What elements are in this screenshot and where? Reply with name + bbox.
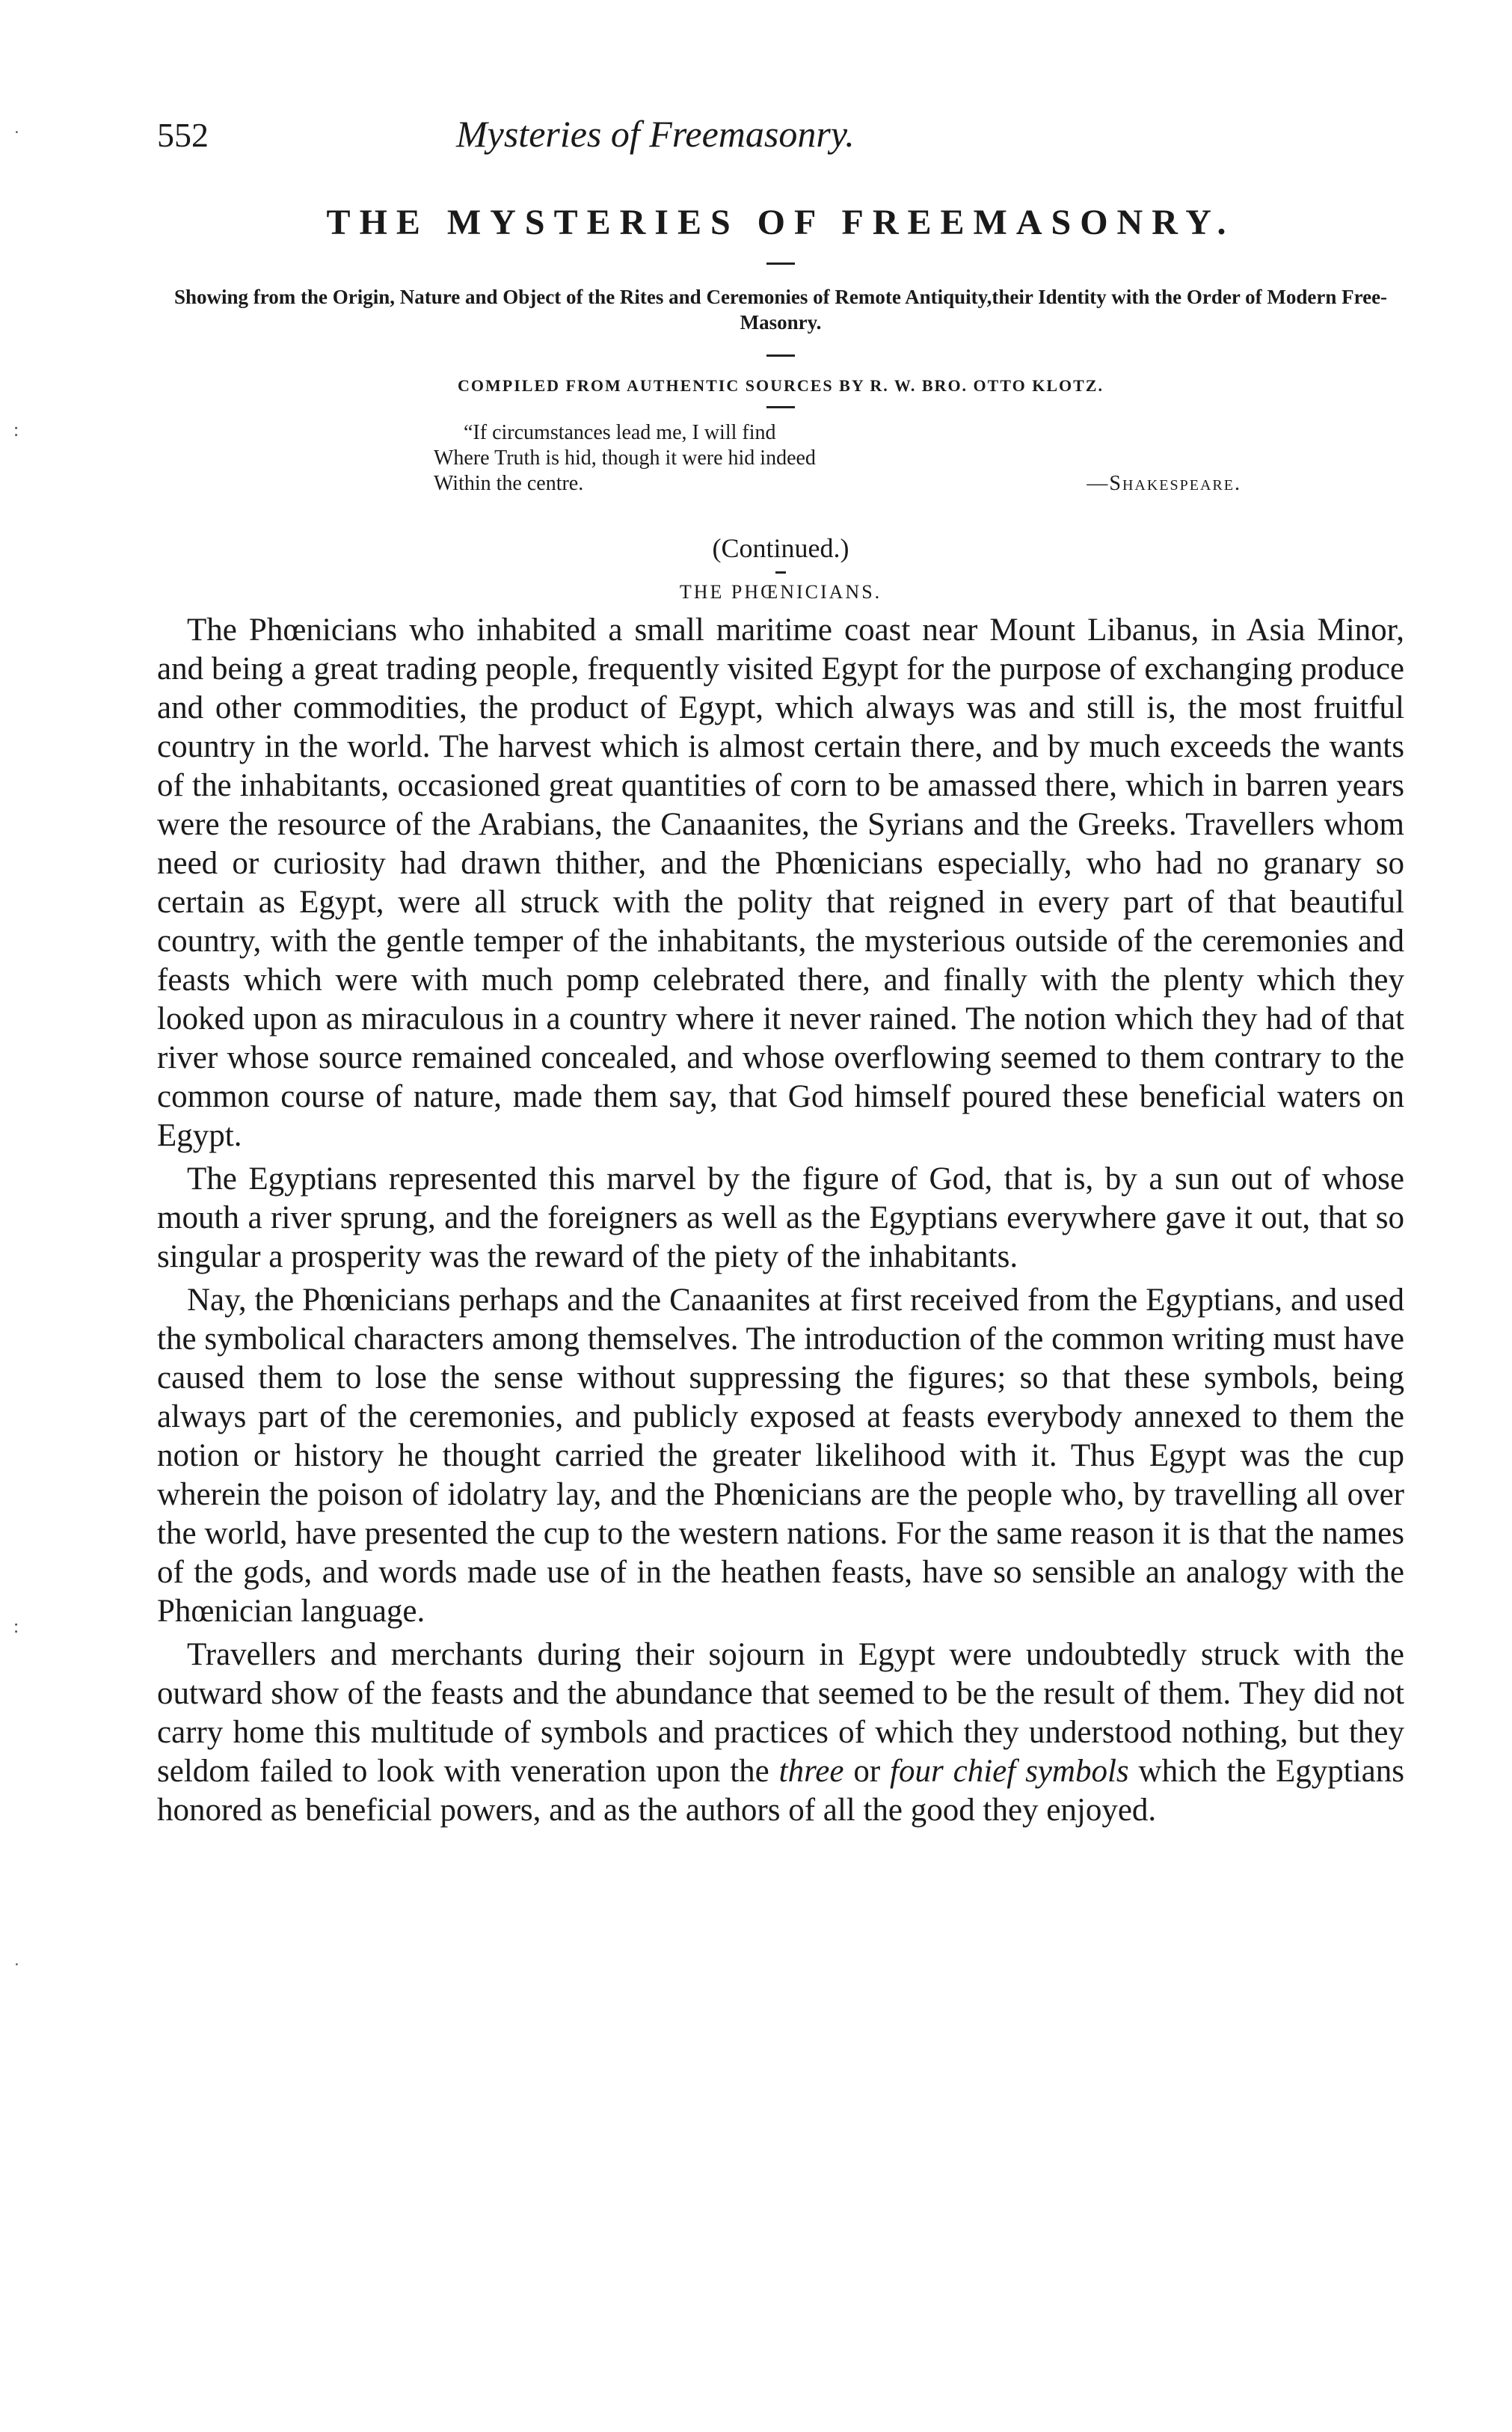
running-title: Mysteries of Freemasonry. [456,113,855,155]
paragraph-text: or [843,1754,891,1789]
section-heading: THE PHŒNICIANS. [679,581,882,603]
epigraph-last-line [434,471,1241,497]
epigraph-line: “If circumstances lead me, I will find [464,421,776,444]
article-subtitle: Showing from the Origin, Nature and Object of the Rites and Ceremonies of Remote Antiquity,their Identity with the Order of Modern Free-Masonry. [173,286,1388,334]
epigraph-attribution: —Shakespeare. [1087,472,1241,495]
epigraph-line: Where Truth is hid, though it were hid indeed [434,446,816,470]
body-paragraph [157,1636,1404,1830]
italic-text: three [778,1754,844,1789]
divider-rule [775,571,786,574]
body-paragraph: The Egyptians represented this marvel by the figure of God, that is, by a sun out of whose mouth a river sprung, and the foreigners as well as the Egyptians everywhere gave it out, that so singular a prosperity was the reward of the piety of the inhabitants. [157,1161,1404,1274]
article-title: THE MYSTERIES OF FREEMASONRY. [326,203,1235,242]
margin-speck: : [13,419,19,440]
divider-rule [766,354,795,357]
page-number: 552 [157,116,209,154]
divider-rule [766,406,795,408]
divider-rule [766,262,795,265]
italic-text: four chief symbols [890,1754,1129,1789]
article-body [157,611,1404,1830]
margin-speck: : [13,1615,19,1637]
paragraph-text: Travellers and merchants during their sojourn in Egypt were undoubtedly struck with the outward show of the feasts and the abundance that seemed to be the result of them. They did not carry home this multitude of symbols and practices of which they understood nothing, but they seldom failed to look with veneration upon the [157,1637,1404,1789]
compiled-by-line: COMPILED FROM AUTHENTIC SOURCES BY R. W. BRO. OTTO KLOTZ. [458,376,1104,395]
body-paragraph: Nay, the Phœnicians perhaps and the Canaanites at first received from the Egyptians, and used the symbolical characters among themselves. The introduction of the common writing must have caused them to lose the sense without suppressing the figures; so that these symbols, being always part of the ceremonies, and publicly exposed at feasts everybody annexed to them the notion or history he thought carried the greater likelihood with it. Thus Egypt was the cup wherein the poison of idolatry lay, and the Phœnicians are the people who, by travelling all over the world, have presented the cup to the western nations. For the same reason it is that the names of the gods, and words made use of in the heathen feasts, have so sensible an analogy with the Phœnician language. [157,1283,1404,1629]
margin-speck: ˙ [13,1959,20,1981]
epigraph [434,420,1241,497]
body-paragraph: The Phœnicians who inhabited a small maritime coast near Mount Libanus, in Asia Minor, and being a great trading people, frequently visited Egypt for the purpose of exchanging produce and other commodities, the product of Egypt, which always was and still is, the most fruitful country in the world. The harvest which is almost certain there, and by much exceeds the wants of the inhabitants, occasioned great quantities of corn to be amassed there, which in barren years were the resource of the Arabians, the Canaanites, the Syrians and the Greeks. Travellers whom need or curiosity had drawn thither, and the Phœnicians especially, who had no granary so certain as Egypt, were all struck with the polity that reigned in every part of that beautiful country, with the gentle temper of the inhabitants, the mysterious outside of the ceremonies and feasts which were with much pomp celebrated there, and finally with the plenty which they looked upon as miraculous in a country where it never rained. The notion which they had of that river whose source remained concealed, and whose overflowing seemed to them contrary to the common course of nature, made them say, that God himself poured these beneficial waters on Egypt. [157,612,1404,1153]
paragraph-text: which the Egyptians honored as beneficial powers, and as the authors of all the good they enjoyed. [157,1754,1404,1828]
continued-label: (Continued.) [712,533,849,563]
margin-speck: ˙ [13,127,20,149]
epigraph-line: Within the centre. [434,472,584,495]
book-page [157,112,1404,1834]
running-head [157,112,1404,172]
